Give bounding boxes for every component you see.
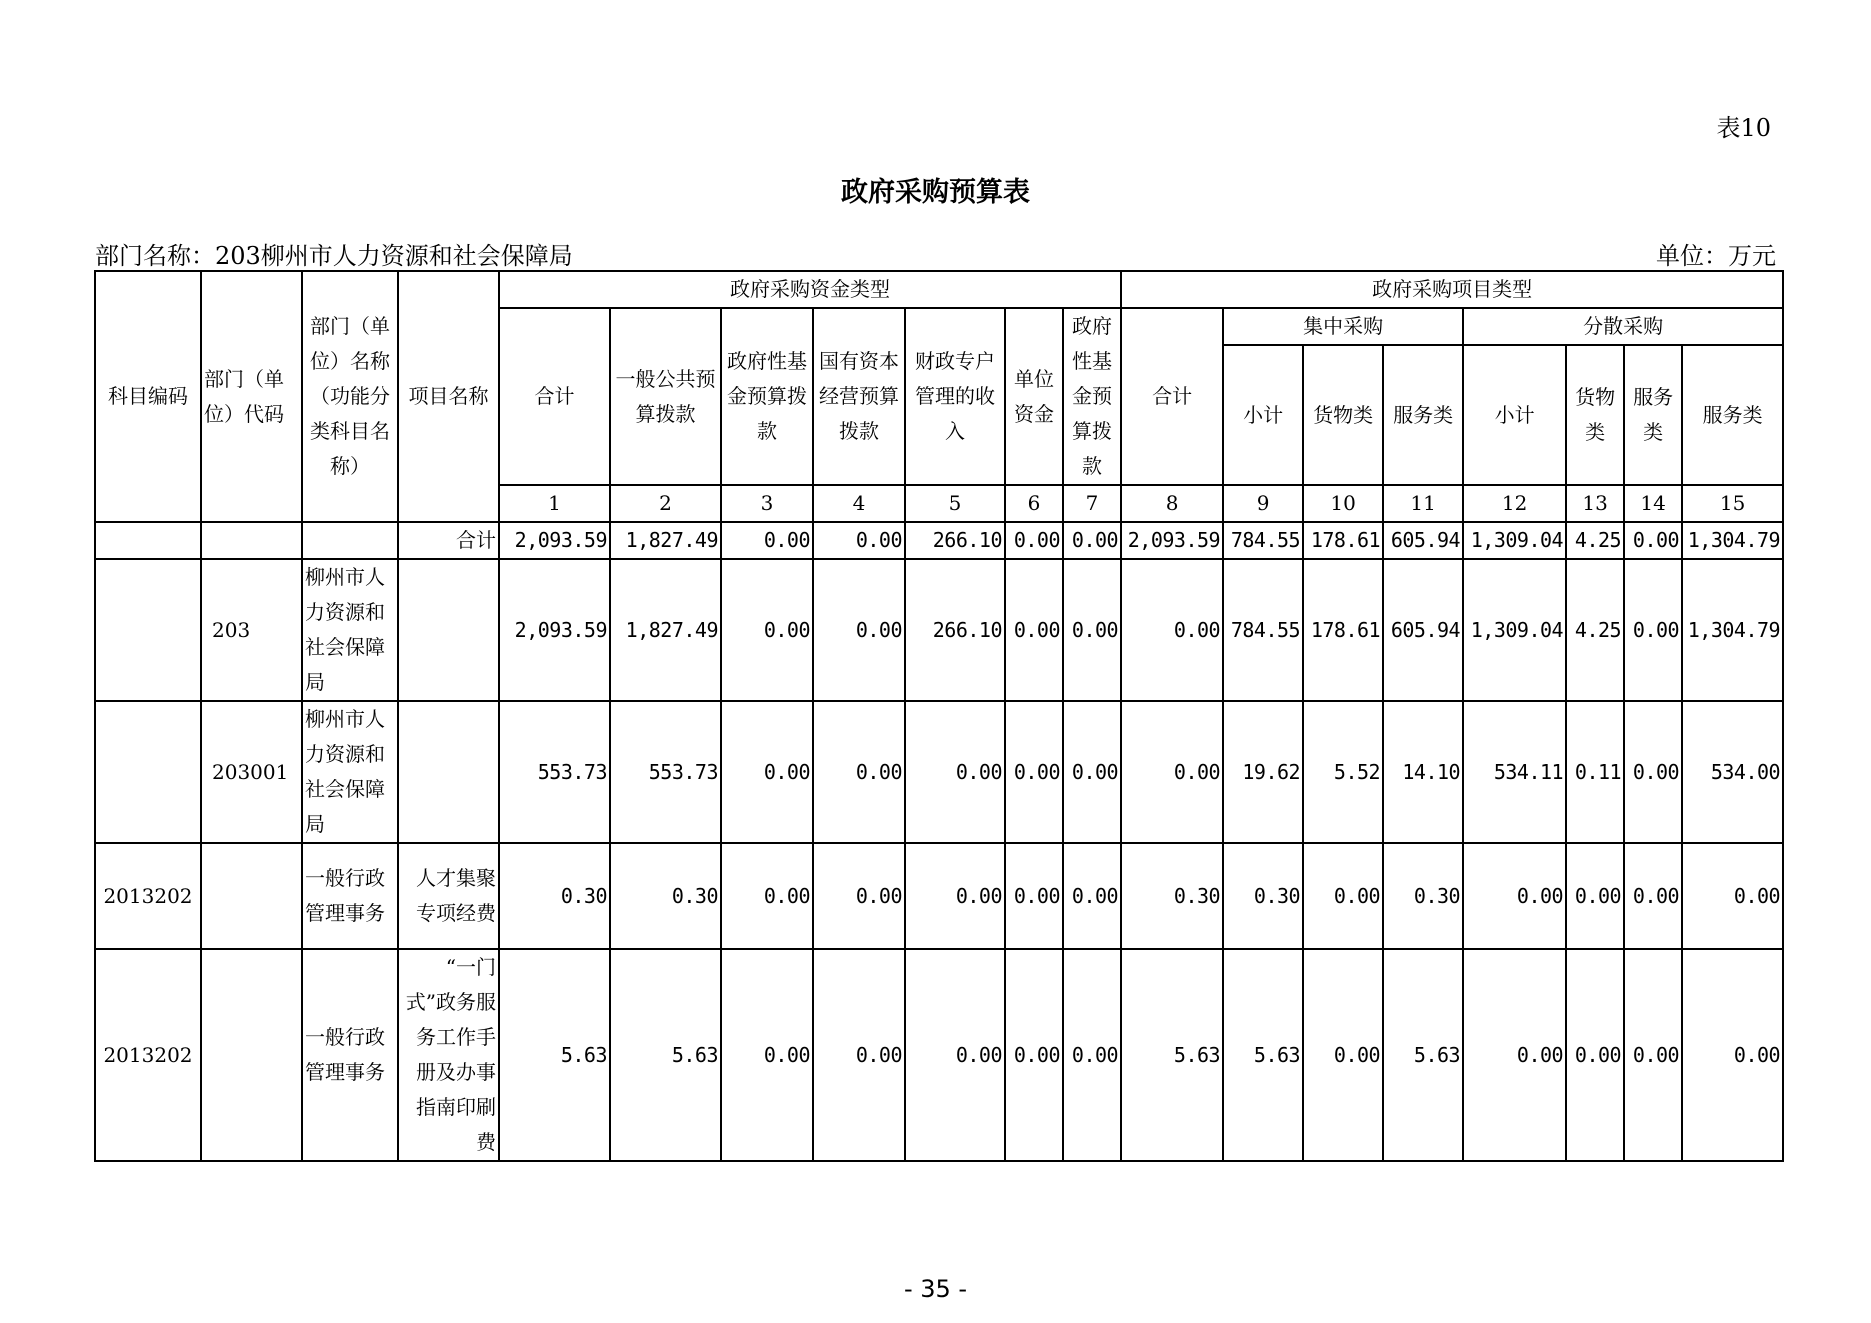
cell-dept-name: 一般行政管理事务 (302, 843, 398, 949)
cell-value: 0.00 (1005, 949, 1063, 1161)
header-gov-fund-2: 政府性基金预算拨款 (1063, 308, 1121, 485)
cell-value: 0.00 (905, 701, 1005, 843)
table-row (95, 559, 1783, 701)
cell-value: 5.52 (1303, 701, 1383, 843)
col-number: 13 (1566, 485, 1624, 522)
table-row (95, 949, 1783, 1161)
cell-dept-code (201, 522, 302, 559)
cell-value: 0.30 (1383, 843, 1463, 949)
cell-value: 0.00 (1624, 559, 1682, 701)
header-project-name: 项目名称 (398, 271, 499, 522)
cell-project-name (398, 559, 499, 701)
cell-value: 0.00 (1005, 701, 1063, 843)
cell-subject-code (95, 701, 201, 843)
col-number: 12 (1463, 485, 1566, 522)
cell-value: 5.63 (1223, 949, 1303, 1161)
col-number: 7 (1063, 485, 1121, 522)
cell-value: 1,304.79 (1682, 522, 1783, 559)
header-fund-total: 合计 (499, 308, 610, 485)
cell-value: 0.00 (1005, 559, 1063, 701)
cell-value: 0.00 (1624, 843, 1682, 949)
cell-value: 5.63 (610, 949, 721, 1161)
col-number: 11 (1383, 485, 1463, 522)
cell-project-name: 人才集聚专项经费 (398, 843, 499, 949)
cell-value: 2,093.59 (499, 559, 610, 701)
header-project-type: 政府采购项目类型 (1121, 271, 1783, 308)
cell-value: 5.63 (499, 949, 610, 1161)
cell-value: 0.11 (1566, 701, 1624, 843)
cell-value: 0.00 (1121, 559, 1223, 701)
header-scattered-procurement: 分散采购 (1463, 308, 1783, 345)
header-central-procurement: 集中采购 (1223, 308, 1463, 345)
col-number: 15 (1682, 485, 1783, 522)
cell-value: 0.00 (905, 843, 1005, 949)
cell-project-name: 合计 (398, 522, 499, 559)
cell-value: 605.94 (1383, 559, 1463, 701)
cell-value: 0.30 (499, 843, 610, 949)
cell-value: 553.73 (499, 701, 610, 843)
cell-dept-code (201, 949, 302, 1161)
cell-value: 0.00 (1005, 522, 1063, 559)
cell-value: 19.62 (1223, 701, 1303, 843)
col-number: 4 (813, 485, 905, 522)
header-central-subtotal: 小计 (1223, 345, 1303, 485)
cell-dept-name (302, 522, 398, 559)
header-scattered-services: 服务类 (1624, 345, 1682, 485)
cell-dept-name: 柳州市人力资源和社会保障局 (302, 701, 398, 843)
cell-value: 0.00 (1682, 949, 1783, 1161)
col-number: 6 (1005, 485, 1063, 522)
cell-dept-code: 203001 (201, 701, 302, 843)
unit-label: 单位：万元 (1656, 242, 1776, 270)
cell-value: 266.10 (905, 559, 1005, 701)
header-scattered-services-2: 服务类 (1682, 345, 1783, 485)
cell-value: 1,304.79 (1682, 559, 1783, 701)
cell-value: 0.00 (905, 949, 1005, 1161)
cell-value: 0.00 (1463, 949, 1566, 1161)
cell-dept-name: 柳州市人力资源和社会保障局 (302, 559, 398, 701)
cell-value: 1,827.49 (610, 522, 721, 559)
cell-dept-code: 203 (201, 559, 302, 701)
cell-value: 534.00 (1682, 701, 1783, 843)
cell-value: 0.00 (1463, 843, 1566, 949)
page-number: - 35 - (903, 1275, 968, 1303)
col-number: 5 (905, 485, 1005, 522)
department-label: 部门名称：203柳州市人力资源和社会保障局 (95, 242, 573, 270)
cell-value: 266.10 (905, 522, 1005, 559)
cell-value: 0.00 (1063, 559, 1121, 701)
header-gov-fund: 政府性基金预算拨款 (721, 308, 813, 485)
cell-value: 1,309.04 (1463, 559, 1566, 701)
cell-value: 178.61 (1303, 559, 1383, 701)
col-number: 1 (499, 485, 610, 522)
cell-value: 0.00 (721, 559, 813, 701)
header-type-total: 合计 (1121, 308, 1223, 485)
cell-value: 0.00 (1063, 843, 1121, 949)
col-number: 8 (1121, 485, 1223, 522)
cell-value: 5.63 (1121, 949, 1223, 1161)
header-dept-name: 部门（单位）名称（功能分类科目名称） (302, 271, 398, 522)
table-row (95, 701, 1783, 843)
cell-value: 0.00 (1624, 949, 1682, 1161)
col-number: 9 (1223, 485, 1303, 522)
cell-value: 0.00 (1566, 843, 1624, 949)
header-special-account: 财政专户管理的收入 (905, 308, 1005, 485)
cell-value: 0.00 (813, 522, 905, 559)
cell-value: 0.00 (1303, 843, 1383, 949)
cell-value: 0.00 (813, 949, 905, 1161)
col-number: 14 (1624, 485, 1682, 522)
col-number: 2 (610, 485, 721, 522)
header-general-budget: 一般公共预算拨款 (610, 308, 721, 485)
cell-value: 2,093.59 (499, 522, 610, 559)
header-subject-code: 科目编码 (95, 271, 201, 522)
cell-value: 5.63 (1383, 949, 1463, 1161)
cell-value: 0.00 (1063, 701, 1121, 843)
cell-value: 0.30 (1223, 843, 1303, 949)
header-state-capital: 国有资本经营预算拨款 (813, 308, 905, 485)
cell-value: 1,827.49 (610, 559, 721, 701)
cell-value: 0.00 (1063, 522, 1121, 559)
cell-value: 0.00 (721, 843, 813, 949)
cell-value: 0.00 (721, 701, 813, 843)
cell-value: 0.00 (1303, 949, 1383, 1161)
cell-value: 0.00 (1005, 843, 1063, 949)
cell-value: 0.00 (1624, 701, 1682, 843)
cell-value: 784.55 (1223, 522, 1303, 559)
cell-value: 605.94 (1383, 522, 1463, 559)
cell-project-name: “一门式”政务服务工作手册及办事指南印刷费 (398, 949, 499, 1161)
cell-value: 0.00 (1682, 843, 1783, 949)
cell-value: 0.00 (1566, 949, 1624, 1161)
cell-value: 0.00 (813, 701, 905, 843)
cell-project-name (398, 701, 499, 843)
cell-value: 14.10 (1383, 701, 1463, 843)
cell-subject-code: 2013202 (95, 949, 201, 1161)
header-scattered-subtotal: 小计 (1463, 345, 1566, 485)
cell-value: 1,309.04 (1463, 522, 1566, 559)
cell-value: 0.30 (610, 843, 721, 949)
header-scattered-goods: 货物类 (1566, 345, 1624, 485)
cell-value: 4.25 (1566, 522, 1624, 559)
cell-value: 0.00 (1121, 701, 1223, 843)
col-number: 3 (721, 485, 813, 522)
table-number: 表10 (1716, 114, 1771, 142)
cell-value: 0.00 (1624, 522, 1682, 559)
header-dept-code: 部门（单位）代码 (201, 271, 302, 522)
cell-subject-code (95, 559, 201, 701)
cell-value: 553.73 (610, 701, 721, 843)
cell-value: 178.61 (1303, 522, 1383, 559)
cell-value: 0.00 (813, 559, 905, 701)
header-central-goods: 货物类 (1303, 345, 1383, 485)
cell-value: 0.00 (721, 949, 813, 1161)
cell-subject-code: 2013202 (95, 843, 201, 949)
col-number: 10 (1303, 485, 1383, 522)
table-row (95, 522, 1783, 559)
cell-value: 0.00 (721, 522, 813, 559)
cell-dept-name: 一般行政管理事务 (302, 949, 398, 1161)
cell-dept-code (201, 843, 302, 949)
cell-subject-code (95, 522, 201, 559)
cell-value: 4.25 (1566, 559, 1624, 701)
page-title: 政府采购预算表 (841, 177, 1030, 208)
cell-value: 534.11 (1463, 701, 1566, 843)
cell-value: 0.00 (1063, 949, 1121, 1161)
header-fund-type: 政府采购资金类型 (499, 271, 1121, 308)
cell-value: 2,093.59 (1121, 522, 1223, 559)
cell-value: 0.30 (1121, 843, 1223, 949)
table-row (95, 843, 1783, 949)
procurement-budget-table (94, 270, 1784, 1162)
header-unit-funds: 单位资金 (1005, 308, 1063, 485)
header-central-services: 服务类 (1383, 345, 1463, 485)
cell-value: 0.00 (813, 843, 905, 949)
cell-value: 784.55 (1223, 559, 1303, 701)
